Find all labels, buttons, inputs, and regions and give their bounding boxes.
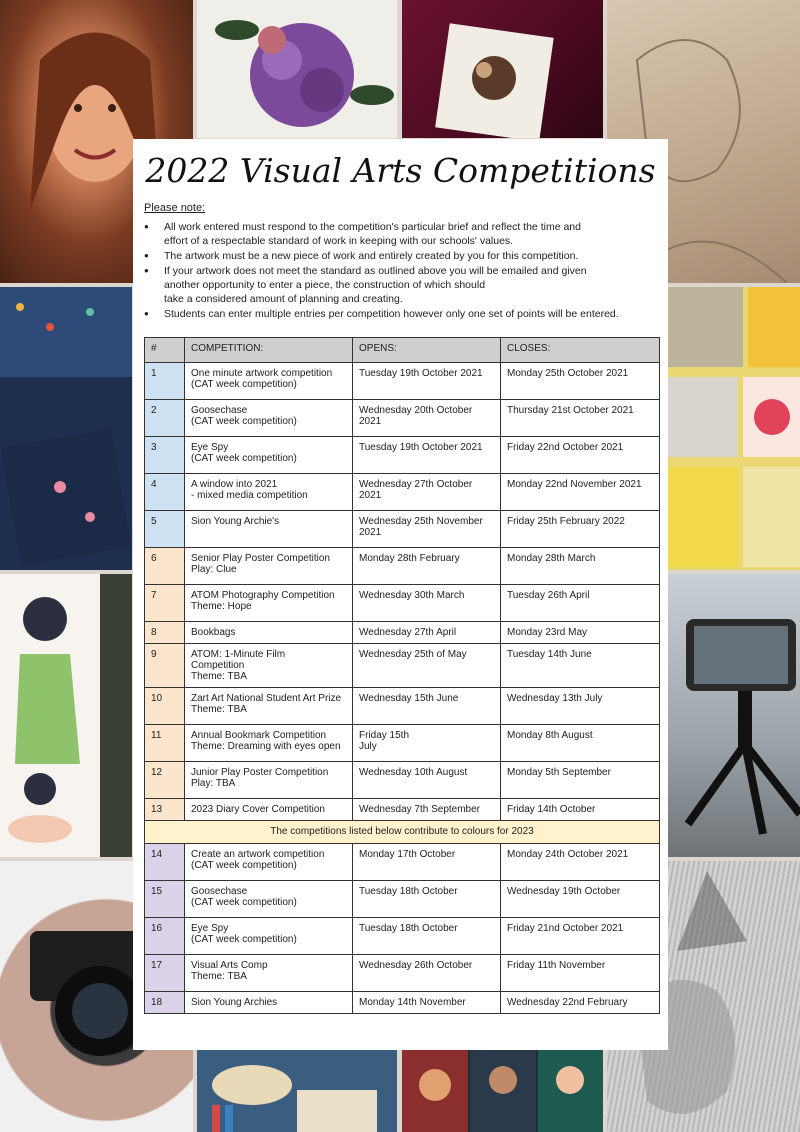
row-number: 9 (145, 644, 185, 688)
illustration-cards-image (668, 287, 800, 570)
row-closes: Tuesday 14th June (501, 644, 660, 688)
header-closes: CLOSES: (501, 338, 660, 363)
row-opens: Tuesday 18th October (353, 881, 501, 918)
row-number: 16 (145, 918, 185, 955)
row-closes: Monday 28th March (501, 548, 660, 585)
table-row (145, 363, 660, 400)
header-number: # (145, 338, 185, 363)
page-title: 2022 Visual Arts Competitions (145, 151, 656, 190)
row-opens: Tuesday 18th October (353, 918, 501, 955)
row-closes: Friday 21nd October 2021 (501, 918, 660, 955)
row-closes: Monday 8th August (501, 725, 660, 762)
art-supplies-image (197, 1050, 397, 1132)
row-competition: ATOM: 1-Minute Film Competition Theme: TBA (185, 644, 353, 688)
row-opens: Wednesday 26th October (353, 955, 501, 992)
row-competition: One minute artwork competition (CAT week competition) (185, 363, 353, 400)
note-text: The artwork must be a new piece of work and entirely created by you for this competition. (164, 250, 579, 262)
row-closes: Thursday 21st October 2021 (501, 400, 660, 437)
manga-character-drawing-image (0, 574, 132, 857)
row-number: 2 (145, 400, 185, 437)
row-opens: Wednesday 25th of May (353, 644, 501, 688)
row-closes: Monday 23rd May (501, 622, 660, 644)
note-label: Please note: (144, 202, 206, 214)
row-number: 15 (145, 881, 185, 918)
table-row (145, 725, 660, 762)
row-competition: Senior Play Poster Competition Play: Clue (185, 548, 353, 585)
row-competition: Goosechase (CAT week competition) (185, 881, 353, 918)
table-row (145, 622, 660, 644)
row-closes: Monday 25th October 2021 (501, 363, 660, 400)
row-number: 3 (145, 437, 185, 474)
embroidered-flower-image (197, 0, 397, 138)
row-closes: Tuesday 26th April (501, 585, 660, 622)
row-number: 12 (145, 762, 185, 799)
note-item (144, 220, 664, 248)
printed-tote-bags-image (0, 287, 132, 570)
row-number: 1 (145, 363, 185, 400)
phone-on-tripod-image (668, 574, 800, 857)
table-row (145, 474, 660, 511)
row-opens: Wednesday 27th October 2021 (353, 474, 501, 511)
competitions-panel (133, 139, 668, 1050)
row-competition: Sion Young Archies (185, 992, 353, 1014)
row-opens: Monday 17th October (353, 844, 501, 881)
row-number: 8 (145, 622, 185, 644)
note-text: If your artwork does not meet the standard as outlined above you will be emailed and given another opportunity to enter a piece, the construction of which should take a considered amount of planning and creating. (164, 265, 587, 305)
row-competition: Goosechase (CAT week competition) (185, 400, 353, 437)
row-opens: Wednesday 27th April (353, 622, 501, 644)
row-opens: Wednesday 7th September (353, 799, 501, 821)
table-row (145, 881, 660, 918)
row-competition: Sion Young Archie's (185, 511, 353, 548)
row-number: 7 (145, 585, 185, 622)
row-number: 10 (145, 688, 185, 725)
note-item (144, 249, 664, 263)
note-item (144, 307, 664, 321)
row-number: 18 (145, 992, 185, 1014)
row-competition: 2023 Diary Cover Competition (185, 799, 353, 821)
table-row (145, 548, 660, 585)
row-opens: Wednesday 20th October 2021 (353, 400, 501, 437)
table-row (145, 762, 660, 799)
table-row (145, 955, 660, 992)
row-number: 5 (145, 511, 185, 548)
row-competition: Zart Art National Student Art Prize Theme: TBA (185, 688, 353, 725)
row-opens: Monday 28th February (353, 548, 501, 585)
row-opens: Wednesday 10th August (353, 762, 501, 799)
colours-banner-row (145, 821, 660, 844)
row-competition: ATOM Photography Competition Theme: Hope (185, 585, 353, 622)
row-closes: Friday 11th November (501, 955, 660, 992)
row-competition: Create an artwork competition (CAT week competition) (185, 844, 353, 881)
row-opens: Tuesday 19th October 2021 (353, 437, 501, 474)
table-row (145, 844, 660, 881)
row-closes: Monday 5th September (501, 762, 660, 799)
sketchbook-cover-image (402, 0, 603, 138)
note-item (144, 264, 664, 306)
row-number: 4 (145, 474, 185, 511)
table-row (145, 918, 660, 955)
table-row (145, 437, 660, 474)
table-row (145, 400, 660, 437)
row-competition: Annual Bookmark Competition Theme: Dreaming with eyes open (185, 725, 353, 762)
note-text: All work entered must respond to the competition's particular brief and reflect the time and effort of a respectable standard of work in keeping with our schools' values. (164, 221, 581, 247)
row-competition: Visual Arts Comp Theme: TBA (185, 955, 353, 992)
table-row (145, 799, 660, 821)
row-opens: Wednesday 30th March (353, 585, 501, 622)
row-closes: Monday 24th October 2021 (501, 844, 660, 881)
header-opens: OPENS: (353, 338, 501, 363)
row-closes: Wednesday 19th October (501, 881, 660, 918)
row-number: 6 (145, 548, 185, 585)
row-competition: Junior Play Poster Competition Play: TBA (185, 762, 353, 799)
colours-banner: The competitions listed below contribute to colours for 2023 (145, 821, 660, 844)
table-row (145, 585, 660, 622)
row-opens: Friday 15th July (353, 725, 501, 762)
table-row (145, 688, 660, 725)
table-header-row (145, 338, 660, 363)
row-closes: Friday 22nd October 2021 (501, 437, 660, 474)
row-opens: Wednesday 25th November 2021 (353, 511, 501, 548)
row-closes: Wednesday 22nd February (501, 992, 660, 1014)
row-competition: Bookbags (185, 622, 353, 644)
row-closes: Friday 14th October (501, 799, 660, 821)
row-number: 14 (145, 844, 185, 881)
table-row (145, 992, 660, 1014)
row-competition: Eye Spy (CAT week competition) (185, 437, 353, 474)
table-row (145, 511, 660, 548)
row-closes: Friday 25th February 2022 (501, 511, 660, 548)
note-text: Students can enter multiple entries per competition however only one set of points will be entered. (164, 308, 619, 320)
row-opens: Tuesday 19th October 2021 (353, 363, 501, 400)
character-portraits-image (402, 1050, 603, 1132)
competitions-table (144, 337, 660, 1014)
row-opens: Wednesday 15th June (353, 688, 501, 725)
row-competition: Eye Spy (CAT week competition) (185, 918, 353, 955)
row-closes: Monday 22nd November 2021 (501, 474, 660, 511)
header-competition: COMPETITION: (185, 338, 353, 363)
row-competition: A window into 2021 - mixed media competition (185, 474, 353, 511)
row-number: 11 (145, 725, 185, 762)
table-row (145, 644, 660, 688)
notes-list (144, 220, 664, 322)
row-number: 13 (145, 799, 185, 821)
row-number: 17 (145, 955, 185, 992)
row-opens: Monday 14th November (353, 992, 501, 1014)
row-closes: Wednesday 13th July (501, 688, 660, 725)
